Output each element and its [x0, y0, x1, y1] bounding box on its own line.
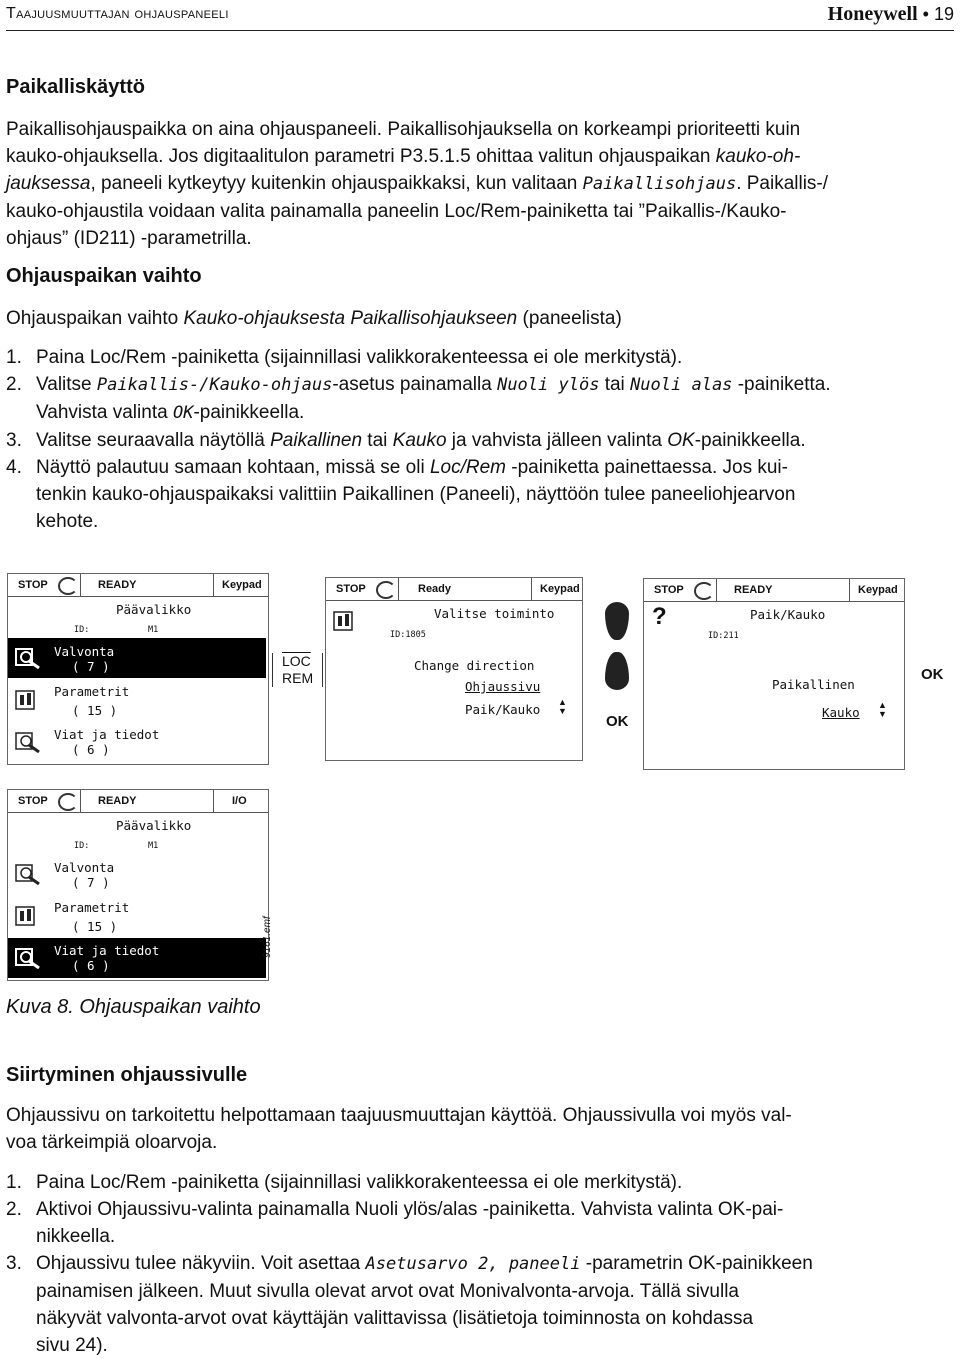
menu-item-count: ( 6 ) — [72, 958, 110, 973]
status-stop: STOP — [336, 583, 366, 595]
status-bar — [644, 579, 904, 602]
list-item — [6, 454, 956, 535]
arrow-up-key[interactable] — [605, 602, 629, 640]
menu-item-parametrit[interactable] — [8, 680, 266, 720]
text-line: voa tärkeimpiä oloarvoja. — [6, 1132, 218, 1153]
menu-item-count: ( 6 ) — [72, 742, 110, 757]
status-mode: Keypad — [540, 583, 580, 595]
text-span: Ohjauspaikan vaihto — [6, 308, 184, 329]
text-span: , paneeli kytkeytyy kuitenkin ohjauspaikkaksi, kun valitaan — [90, 173, 583, 194]
status-mode: I/O — [232, 795, 247, 807]
intro-line — [6, 305, 622, 332]
menu-item-count: ( 15 ) — [72, 919, 118, 934]
status-bar — [326, 578, 582, 601]
id-label: ID: — [74, 625, 90, 635]
text-span: Aktivoi Ohjaussivu-valinta painamalla Nuoli ylös/alas -painiketta. Vahvista valinta OK-pai- — [36, 1199, 784, 1220]
divider — [80, 574, 81, 596]
text-span: -parametrin OK-painikkeen — [580, 1253, 813, 1274]
text-line — [6, 143, 956, 170]
parameters-icon — [14, 689, 42, 711]
text-span: Näyttö palautuu samaan kohtaan, missä se oli — [36, 457, 430, 478]
header-right — [828, 3, 954, 26]
text-line: Paikallisohjauspaikka on aina ohjauspaneeli. Paikallisohjauksella on korkeampi prioriteetti kuin — [6, 119, 801, 140]
option-change-direction[interactable]: Change direction — [414, 658, 535, 673]
text-italic: Kauko-ohjauksesta Paikallisohjaukseen — [183, 308, 518, 329]
text-italic: Kauko — [392, 430, 447, 451]
menu-item-label: Viat ja tiedot — [54, 727, 160, 742]
text-span: ja vahvista jälleen valinta — [446, 430, 668, 451]
divider — [398, 578, 399, 600]
status-mode: Keypad — [222, 579, 262, 591]
updown-arrows-icon: ▲ ▼ — [558, 697, 567, 716]
panel-screen-main-menu-keypad — [7, 573, 269, 765]
text-line — [6, 170, 956, 198]
text-mono: Asetusarvo 2, paneeli — [365, 1254, 581, 1274]
section-title-siirtyminen-ohjaussivulle: Siirtyminen ohjaussivulle — [6, 1064, 248, 1086]
step-number: 3. — [6, 1253, 22, 1274]
menu-title: Päävalikko — [116, 818, 192, 833]
text-span: Valitse seuraavalla näytöllä — [36, 430, 271, 451]
text-span: tai — [599, 374, 631, 395]
text-italic: kauko-oh- — [715, 146, 801, 167]
option-ohjaussivu[interactable]: Ohjaussivu — [465, 679, 541, 694]
text-mono: OK — [172, 403, 194, 423]
divider — [531, 578, 532, 600]
text-span: -painiketta painettaessa. Jos kui- — [505, 457, 788, 478]
option-kauko[interactable]: Kauko — [822, 705, 860, 720]
faults-icon — [14, 731, 42, 753]
arrow-down-key[interactable] — [605, 652, 629, 690]
status-bar — [8, 790, 268, 813]
option-paikallinen[interactable]: Paikallinen — [772, 677, 855, 692]
id-label: ID: — [74, 841, 90, 851]
text-italic: jauksessa — [6, 173, 91, 194]
menu-item-label: Viat ja tiedot — [54, 943, 160, 958]
menu-item-viat-ja-tiedot-selected[interactable] — [8, 938, 266, 978]
id-label: ID:1805 — [390, 630, 426, 640]
page-header — [6, 0, 954, 31]
figure-caption: Kuva 8. Ohjauspaikan vaihto — [6, 996, 261, 1018]
status-ready: READY — [734, 584, 773, 596]
faults-icon — [14, 947, 42, 969]
panel-screen-paik-kauko — [643, 578, 905, 770]
monitor-icon — [14, 647, 42, 669]
text-span: sivu 24). — [36, 1335, 108, 1356]
ok-button[interactable]: OK — [606, 713, 629, 730]
status-mode: Keypad — [858, 584, 898, 596]
menu-item-valvonta[interactable] — [8, 854, 266, 894]
page-number: 19 — [933, 4, 954, 24]
divider — [80, 790, 81, 812]
menu-item-label: Parametrit — [54, 900, 130, 915]
text-span: -painiketta. — [732, 374, 831, 395]
page-separator: • — [922, 4, 934, 24]
text-mono: Nuoli ylös — [497, 375, 600, 395]
rotation-icon — [58, 577, 78, 595]
text-span: -asetus painamalla — [332, 374, 498, 395]
text-italic: OK — [667, 430, 695, 451]
divider — [849, 579, 850, 601]
panel-screen-valitse-toiminto — [325, 577, 583, 761]
status-stop: STOP — [18, 795, 48, 807]
text-italic: Loc/Rem — [429, 457, 506, 478]
text-mono: Nuoli alas — [630, 375, 733, 395]
text-span: tenkin kauko-ohjauspaikaksi valittiin Paikallinen (Paneeli), näyttöön tulee paneeliohjearvon — [36, 484, 796, 505]
step-number: 1. — [6, 1172, 22, 1193]
menu-item-valvonta-selected[interactable] — [8, 638, 266, 678]
text-span: nikkeella. — [36, 1226, 116, 1247]
step-number: 1. — [6, 347, 22, 368]
text-span: Valitse — [36, 374, 97, 395]
text-line: Ohjaussivu on tarkoitettu helpottamaan taajuusmuuttajan käyttöä. Ohjaussivulla voi myös val- — [6, 1105, 792, 1126]
text-span: (paneelista) — [517, 308, 622, 329]
text-mono: Paikallisohjaus — [582, 174, 737, 194]
steps-list-2 — [6, 1169, 956, 1359]
step-number: 3. — [6, 430, 22, 451]
steps-list-1 — [6, 344, 956, 535]
parameters-icon — [14, 905, 42, 927]
list-item — [6, 344, 956, 371]
text-span: kehote. — [36, 511, 99, 532]
section-title-ohjauspaikan-vaihto: Ohjauspaikan vaihto — [6, 265, 202, 287]
step-text: Paina Loc/Rem -painiketta (sijainnillasi valikkorakenteessa ei ole merkitystä). — [36, 347, 683, 368]
menu-item-parametrit[interactable] — [8, 896, 266, 936]
step-text: Paina Loc/Rem -painiketta (sijainnillasi valikkorakenteessa ei ole merkitystä). — [36, 1172, 683, 1193]
menu-item-count: ( 15 ) — [72, 703, 118, 718]
menu-code: M1 — [148, 625, 159, 635]
section-title-paikalliskaytto: Paikalliskäyttö — [6, 76, 145, 98]
monitor-icon — [14, 863, 42, 885]
status-ready: Ready — [418, 583, 452, 595]
text-italic: Paikallinen — [270, 430, 363, 451]
rotation-icon — [58, 793, 78, 811]
list-item — [6, 371, 956, 427]
text-span: -painikkeella. — [193, 402, 305, 423]
divider — [213, 574, 214, 596]
text-line: kauko-ohjaustila voidaan valita painamalla paneelin Loc/Rem-painiketta tai ”Paikallis-/Kauko- — [6, 201, 787, 222]
updown-arrows-icon: ▲ ▼ — [878, 700, 887, 719]
text-span: kauko-ohjauksella. Jos digitaalitulon parametri P3.5.1.5 ohittaa valitun ohjauspaikan — [6, 146, 716, 167]
menu-title: Päävalikko — [116, 602, 192, 617]
divider — [213, 790, 214, 812]
list-item — [6, 1196, 956, 1250]
loc-label: $\overline{LOC}$ — [282, 653, 311, 669]
menu-item-count: ( 7 ) — [72, 875, 110, 890]
text-span: tai — [362, 430, 393, 451]
locrem-button[interactable] — [272, 653, 323, 687]
id-label: ID:211 — [708, 631, 739, 641]
help-icon: ? — [652, 603, 667, 630]
list-item — [6, 427, 956, 454]
menu-item-viat-ja-tiedot[interactable] — [8, 722, 266, 762]
status-stop: STOP — [18, 579, 48, 591]
menu-item-label: Parametrit — [54, 684, 130, 699]
screen-title: Valitse toiminto — [434, 606, 555, 621]
step-number: 2. — [6, 374, 22, 395]
text-span: Vahvista valinta — [36, 402, 173, 423]
menu-item-count: ( 7 ) — [72, 659, 110, 674]
file-tag: 9161.emf — [262, 916, 273, 958]
header-title: Taajuusmuuttajan ohjauspaneeli — [6, 5, 229, 22]
rem-label: REM — [282, 670, 314, 686]
text-span: Ohjaussivu tulee näkyviin. Voit asettaa — [36, 1253, 366, 1274]
step-number: 2. — [6, 1199, 22, 1220]
screen-title: Paik/Kauko — [750, 607, 826, 622]
status-ready: READY — [98, 579, 137, 591]
rotation-icon — [376, 581, 396, 599]
text-mono: Paikallis-/Kauko-ohjaus — [96, 375, 333, 395]
text-span: -painikkeella. — [694, 430, 806, 451]
text-span: . Paikallis-/ — [736, 173, 829, 194]
rotation-icon — [694, 582, 714, 600]
status-ready: READY — [98, 795, 137, 807]
status-bar — [8, 574, 268, 597]
text-line: ohjaus” (ID211) -parametrilla. — [6, 228, 252, 249]
divider — [716, 579, 717, 601]
paragraph-ohjaussivu — [6, 1102, 956, 1156]
paragraph-paikalliskaytto — [6, 116, 956, 252]
menu-code: M1 — [148, 841, 159, 851]
panel-screen-main-menu-io — [7, 789, 269, 981]
step-number: 4. — [6, 457, 22, 478]
text-span: näkyvät valvonta-arvot ovat käyttäjän valittavissa (lisätietoja toiminnosta on kohdassa — [36, 1308, 754, 1329]
brand-logo: Honeywell — [827, 3, 918, 25]
menu-item-label: Valvonta — [54, 644, 115, 659]
status-stop: STOP — [654, 584, 684, 596]
list-item — [6, 1250, 956, 1359]
parameters-icon — [332, 610, 360, 632]
list-item — [6, 1169, 956, 1196]
text-span: painamisen jälkeen. Muut sivulla olevat arvot ovat Monivalvonta-arvoja. Tällä sivulla — [36, 1281, 739, 1302]
option-paik-kauko[interactable]: Paik/Kauko — [465, 702, 541, 717]
ok-button[interactable]: OK — [921, 666, 944, 683]
menu-item-label: Valvonta — [54, 860, 115, 875]
